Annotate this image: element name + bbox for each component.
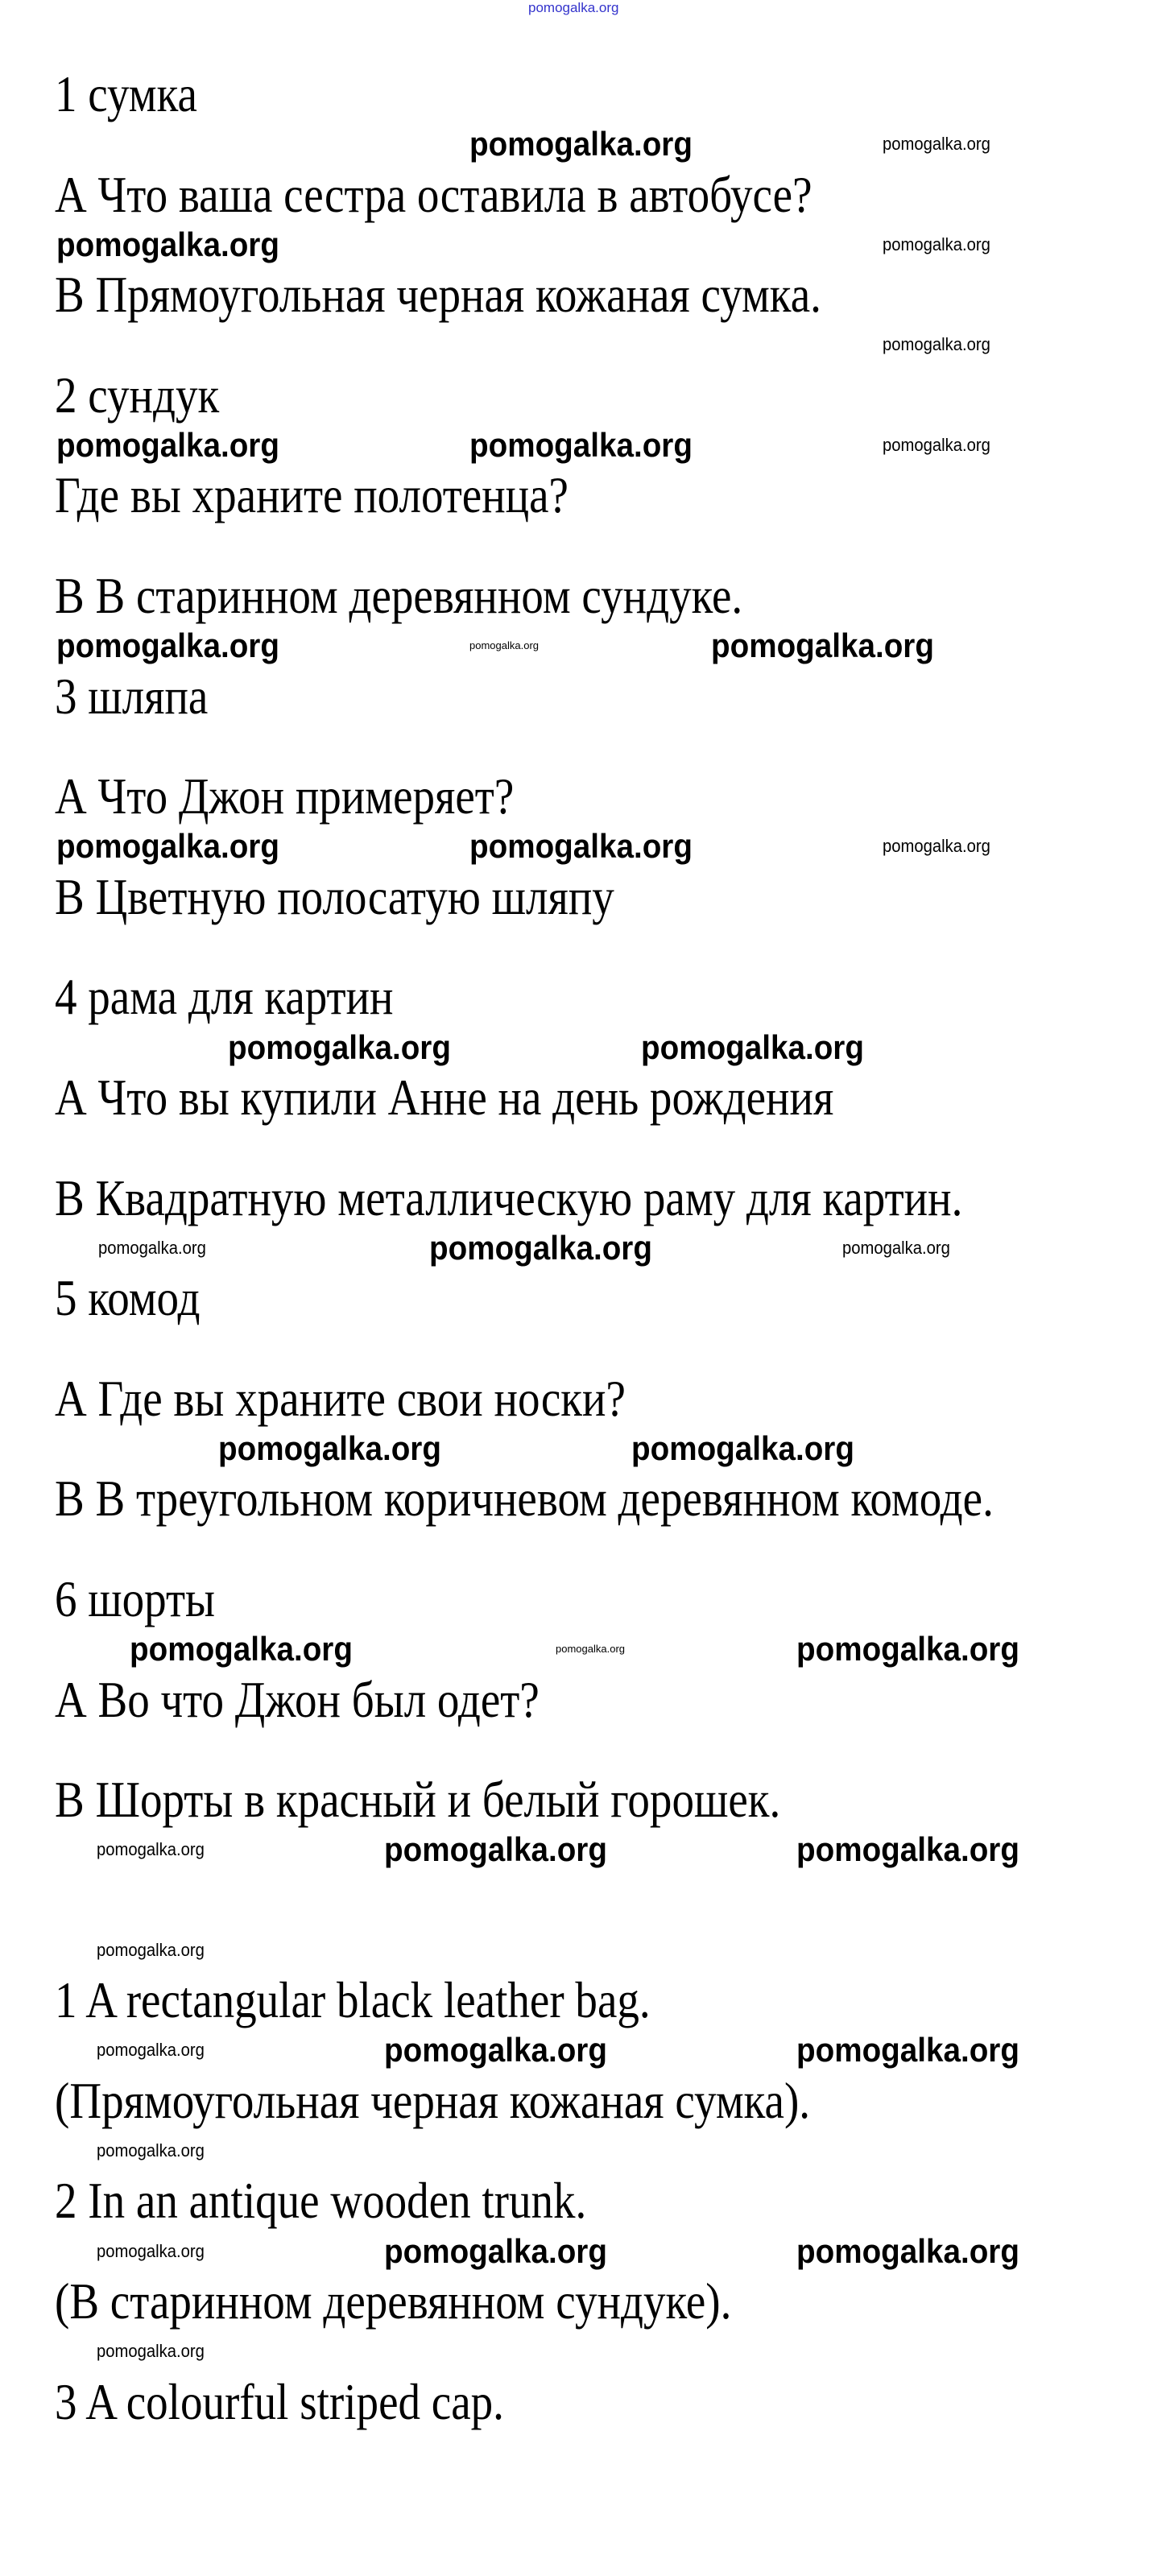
text-line: 3 шляпа xyxy=(55,667,209,725)
watermark: pomogalka.org xyxy=(56,626,279,664)
watermark: pomogalka.org xyxy=(384,1830,607,1868)
text-line: 3 A colourful striped cap. xyxy=(55,2372,504,2430)
watermark: pomogalka.org xyxy=(56,225,279,263)
watermark: pomogalka.org xyxy=(218,1429,441,1467)
watermark: pomogalka.org xyxy=(469,639,539,651)
text-line: Где вы храните полотенца? xyxy=(55,466,569,524)
watermark-top: pomogalka.org xyxy=(528,0,619,15)
watermark: pomogalka.org xyxy=(130,1630,353,1668)
watermark: pomogalka.org xyxy=(842,1238,950,1258)
text-line: В Квадратную металлическую раму для картин. xyxy=(55,1168,963,1226)
watermark: pomogalka.org xyxy=(469,426,693,464)
text-line: В В треугольном коричневом деревянном комоде. xyxy=(55,1470,994,1528)
text-line: А Где вы храните свои носки? xyxy=(55,1369,626,1427)
watermark: pomogalka.org xyxy=(228,1028,451,1066)
text-line: В Цветную полосатую шляпу xyxy=(55,867,614,925)
text-line: А Что ваша сестра оставила в автобусе? xyxy=(55,165,812,223)
watermark: pomogalka.org xyxy=(796,2232,1019,2270)
watermark: pomogalka.org xyxy=(556,1643,625,1655)
watermark: pomogalka.org xyxy=(384,2232,607,2270)
text-line: 1 A rectangular black leather bag. xyxy=(55,1971,651,2029)
watermark: pomogalka.org xyxy=(469,125,693,163)
watermark: pomogalka.org xyxy=(796,1630,1019,1668)
watermark: pomogalka.org xyxy=(56,426,279,464)
watermark: pomogalka.org xyxy=(883,836,990,856)
watermark: pomogalka.org xyxy=(56,827,279,865)
text-line: В Шорты в красный и белый горошек. xyxy=(55,1771,781,1829)
watermark: pomogalka.org xyxy=(97,1940,205,1960)
watermark: pomogalka.org xyxy=(711,626,934,664)
text-line: 5 комод xyxy=(55,1269,201,1327)
watermark: pomogalka.org xyxy=(97,1839,205,1859)
watermark: pomogalka.org xyxy=(98,1238,206,1258)
blank-line xyxy=(55,1871,994,1930)
watermark: pomogalka.org xyxy=(97,2140,205,2160)
watermark: pomogalka.org xyxy=(883,134,990,154)
watermark: pomogalka.org xyxy=(429,1229,652,1267)
watermark: pomogalka.org xyxy=(97,2040,205,2060)
watermark: pomogalka.org xyxy=(796,2031,1019,2069)
watermark: pomogalka.org xyxy=(883,334,990,354)
watermark: pomogalka.org xyxy=(97,2341,205,2361)
text-line: В Прямоугольная черная кожаная сумка. xyxy=(55,266,821,324)
watermark: pomogalka.org xyxy=(631,1429,854,1467)
watermark: pomogalka.org xyxy=(97,2241,205,2261)
watermark: pomogalka.org xyxy=(796,1830,1019,1868)
watermark: pomogalka.org xyxy=(883,435,990,455)
text-line: 6 шорты xyxy=(55,1569,216,1627)
text-line: (Прямоугольная черная кожаная сумка). xyxy=(55,2071,811,2129)
text-line: (В старинном деревянном сундуке). xyxy=(55,2272,732,2330)
watermark: pomogalka.org xyxy=(883,234,990,254)
watermark: pomogalka.org xyxy=(469,827,693,865)
watermark: pomogalka.org xyxy=(641,1028,864,1066)
text-line: В В старинном деревянном сундуке. xyxy=(55,566,743,624)
watermark: pomogalka.org xyxy=(384,2031,607,2069)
text-line: 2 In an antique wooden trunk. xyxy=(55,2172,587,2230)
text-line: 2 сундук xyxy=(55,366,220,424)
text-line: 4 рама для картин xyxy=(55,968,394,1026)
text-line: 1 сумка xyxy=(55,65,197,122)
text-line: А Во что Джон был одет? xyxy=(55,1670,540,1728)
text-line: А Что вы купили Анне на день рождения xyxy=(55,1068,834,1126)
text-line: А Что Джон примеряет? xyxy=(55,767,515,825)
